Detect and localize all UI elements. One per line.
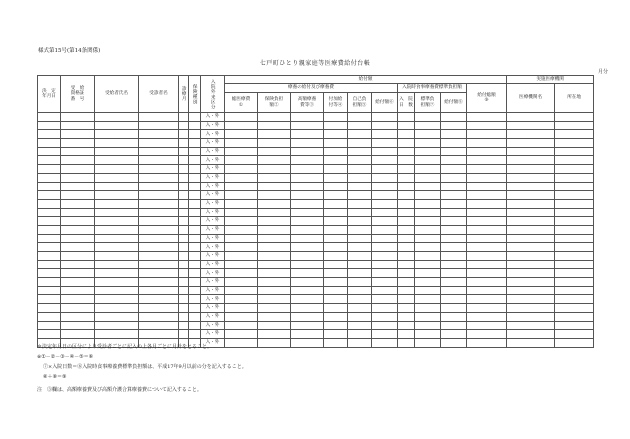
table-row [38, 165, 594, 174]
col-benefit-6: 給付額⑥ [372, 93, 398, 113]
table-row [38, 234, 594, 243]
table-row [38, 278, 594, 287]
group-benefit-amount: 給付額 [225, 76, 507, 84]
note-line-3: ⑦×入院日数＝⑧入院時食事療養費標準負担額は、平成17年9月以前の分を記入すること。 [43, 364, 247, 370]
benefit-ledger-table [37, 75, 594, 348]
ledger-body [38, 113, 594, 348]
col-decision-date: 決 定 年月日 [38, 76, 61, 113]
month-label: 月分 [598, 69, 609, 75]
row-category-cell: 入・外 [201, 312, 225, 321]
row-category-cell: 入・外 [201, 191, 225, 200]
row-category-cell: 入・外 [201, 234, 225, 243]
row-category-cell: 入・外 [201, 225, 225, 234]
group-institution: 実施医療機関 [507, 76, 594, 84]
row-category-cell: 入・外 [201, 130, 225, 139]
table-row [38, 304, 594, 313]
row-category-cell: 入・外 [201, 269, 225, 278]
col-additional-benefit: 付加給 付等④ [324, 93, 348, 113]
table-row [38, 286, 594, 295]
col-institution-name: 医療機関名 [507, 84, 555, 113]
table-row [38, 217, 594, 226]
table-row [38, 199, 594, 208]
table-row [38, 113, 594, 122]
table-row [38, 330, 594, 339]
form-number: 様式第15号(第14条関係) [38, 48, 101, 54]
table-row [38, 321, 594, 330]
col-high-cost: 高額療養 費等③ [291, 93, 324, 113]
table-row [38, 147, 594, 156]
row-category-cell: 入・外 [201, 295, 225, 304]
row-category-cell: 入・外 [201, 113, 225, 122]
footnote: 注 ③欄は、高額療養費及び高額介護合算療養費について記入すること。 [37, 387, 202, 393]
table-row [38, 182, 594, 191]
col-total-medical: 総医療費 ① [225, 93, 258, 113]
col-insurance-type: 保険種別 [189, 76, 201, 113]
row-category-cell: 入・外 [201, 286, 225, 295]
col-standard-burden: 標準負 担額⑦ [415, 93, 441, 113]
table-row [38, 312, 594, 321]
table-row [38, 191, 594, 200]
note-line-2: ※①－②－③－④－⑤＝⑥ [37, 354, 94, 360]
col-self-pay: 自己負 担額⑤ [348, 93, 372, 113]
col-benefit-total: 給付総額 ⑨ [467, 84, 507, 113]
row-category-cell: 入・外 [201, 139, 225, 148]
row-category-cell: 入・外 [201, 321, 225, 330]
row-category-cell: 入・外 [201, 208, 225, 217]
table-row [38, 156, 594, 165]
col-recipient-number: 受 給 資格証 番 号 [61, 76, 95, 113]
notes-block [37, 342, 247, 382]
row-category-cell: 入・外 [201, 260, 225, 269]
col-inpatient-outpatient: 入院外来区分 [201, 76, 225, 113]
row-category-cell: 入・外 [201, 304, 225, 313]
table-row [38, 269, 594, 278]
row-category-cell: 入・外 [201, 173, 225, 182]
table-row [38, 173, 594, 182]
col-inpatient-days: 入 院 日 数 [398, 93, 415, 113]
document-title: 七戸町ひとり親家庭等医療費給付台帳 [259, 60, 371, 67]
note-line-1: ＊決定年月日の区分により受診者ごとに記入の上各月ごとに月計をとること。 [37, 344, 213, 350]
table-row [38, 260, 594, 269]
table-row [38, 130, 594, 139]
row-category-cell: 入・外 [201, 330, 225, 339]
col-insurance-benefit: 保険負担 額② [258, 93, 291, 113]
table-row [38, 295, 594, 304]
table-row [38, 208, 594, 217]
col-treatment-month: 診療月 [179, 76, 189, 113]
row-category-cell: 入・外 [201, 199, 225, 208]
table-row [38, 243, 594, 252]
group-medical-care: 療養の給付及び療養費 [225, 84, 398, 93]
table-row [38, 121, 594, 130]
table-row [38, 225, 594, 234]
row-category-cell: 入・外 [201, 121, 225, 130]
row-category-cell: 入・外 [201, 278, 225, 287]
row-category-cell: 入・外 [201, 243, 225, 252]
col-location: 所在地 [555, 84, 594, 113]
group-meal-burden: 入院時食事療養費標準負担額 [398, 84, 467, 93]
col-recipient-name: 受給者氏名 [95, 76, 139, 113]
col-benefit-8: 給付額⑧ [441, 93, 467, 113]
table-row [38, 252, 594, 261]
note-line-4: ⑥＋⑧＝⑨ [43, 374, 67, 380]
table-row [38, 139, 594, 148]
row-category-cell: 入・外 [201, 338, 225, 347]
row-category-cell: 入・外 [201, 165, 225, 174]
row-category-cell: 入・外 [201, 182, 225, 191]
row-category-cell: 入・外 [201, 217, 225, 226]
col-patient-name: 受診者名 [139, 76, 179, 113]
row-category-cell: 入・外 [201, 147, 225, 156]
row-category-cell: 入・外 [201, 156, 225, 165]
row-category-cell: 入・外 [201, 252, 225, 261]
